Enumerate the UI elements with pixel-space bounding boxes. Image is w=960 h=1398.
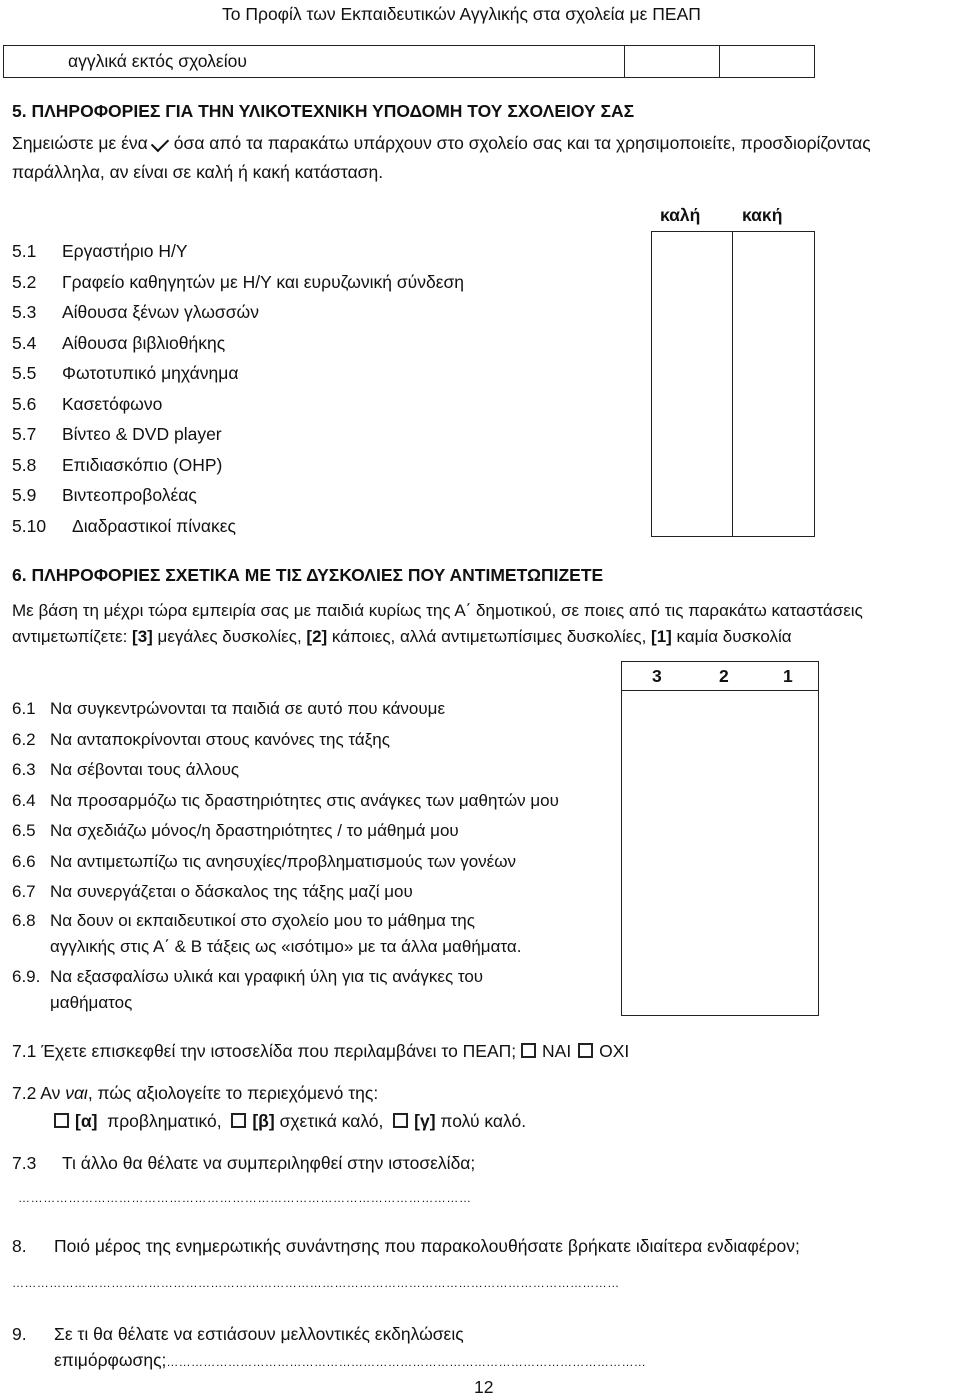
checkbox-option-b[interactable] (231, 1113, 246, 1128)
section6-intro-line2: αντιμετωπίζετε: [3] μεγάλες δυσκολίες, [2] κάποιες, αλλά αντιμετωπίσιμες δυσκολίες, [1] καμία δυσκολία (12, 627, 792, 646)
checkbox-yes[interactable] (521, 1043, 536, 1058)
list-item: 5.5 Φωτοτυπικό μηχάνημα (12, 363, 239, 383)
list-item: 5.1 Εργαστήριο Η/Υ (12, 241, 188, 261)
table5-divider (732, 231, 733, 537)
checkbox-option-a[interactable] (54, 1113, 69, 1128)
section5-intro: Σημειώστε με ένα όσα από τα παρακάτω υπάρχουν στο σχολείο σας και τα χρησιμοποιείτε, προσδιορίζοντας (12, 133, 871, 153)
checkbox-option-c[interactable] (393, 1113, 408, 1128)
answer-line-9[interactable]: ……………………………………………………………………………………………………… (166, 1355, 647, 1369)
question-7-1: 7.1 Έχετε επισκεφθεί την ιστοσελίδα που περιλαμβάνει το ΠΕΑΠ; ΝΑΙ ΟΧΙ (12, 1041, 630, 1061)
question-7-3: 7.3 Τι άλλο θα θέλατε να συμπεριληφθεί στην ιστοσελίδα; (12, 1153, 476, 1173)
list-item: 6.7 Να συνεργάζεται ο δάσκαλος της τάξης μαζί μου (12, 882, 413, 901)
answer-line-7-3[interactable]: ……………………………………………………………………………………………… (18, 1191, 472, 1205)
list-item: 5.3 Αίθουσα ξένων γλωσσών (12, 302, 259, 322)
answer-line-8[interactable]: ………………………………………………………………………………………………………………………………… (12, 1276, 620, 1290)
table5-col-bad: κακή (742, 205, 783, 225)
section6-list (12, 694, 559, 908)
list-item: 5.9 Βιντεοπροβολέας (12, 485, 197, 505)
question-9-line2: επιμόρφωσης;……………………………………………………………………………………………………… (54, 1350, 647, 1370)
list-item: 6.2 Να ανταποκρίνονται στους κανόνες της τάξης (12, 729, 390, 749)
list-item: 5.8 Επιδιασκόπιο (OHP) (12, 454, 223, 475)
list-item: 5.10 Διαδραστικοί πίνακες (12, 515, 236, 536)
list-item: 6.3 Να σέβονται τους άλλους (12, 760, 240, 779)
running-header: Το Προφίλ των Εκπαιδευτικών Αγγλικής στα σχολεία με ΠΕΑΠ (222, 4, 701, 24)
section6-title: 6. ΠΛΗΡΟΦΟΡΙΕΣ ΣΧΕΤΙΚΑ ΜΕ ΤΙΣ ΔΥΣΚΟΛΙΕΣ ΠΟΥ ΑΝΤΙΜΕΤΩΠΙΖΕΤΕ (12, 565, 604, 585)
list-item: 6.6 Να αντιμετωπίζω τις ανησυχίες/προβληματισμούς των γονέων (12, 851, 516, 871)
table5-grid (651, 231, 815, 537)
question-8: 8. Ποιό μέρος της ενημερωτικής συνάντησης που παρακολουθήσατε βρήκατε ιδιαίτερα ενδιαφέρον; (12, 1236, 800, 1256)
list-item: 6.5 Να σχεδιάζω μόνος/η δραστηριότητες / το μάθημά μου (12, 821, 459, 840)
table6-col-3: 3 (652, 666, 662, 686)
section5-intro-line2: παράλληλα, αν είναι σε καλή ή κακή κατάσταση. (12, 162, 384, 182)
checkmark-icon (151, 134, 169, 152)
checkbox-no[interactable] (578, 1043, 593, 1058)
list-item: 6.9. Να εξασφαλίσω υλικά και γραφική ύλη για τις ανάγκες του μαθήματος (12, 967, 484, 1012)
section5-title: 5. ΠΛΗΡΟΦΟΡΙΕΣ ΓΙΑ ΤΗΝ ΥΛΙΚΟΤΕΧΝΙΚΗ ΥΠΟΔΟΜΗ ΤΟΥ ΣΧΟΛΕΙΟΥ ΣΑΣ (12, 101, 635, 121)
section6-intro-line1: Με βάση τη μέχρι τώρα εμπειρία σας με παιδιά κυρίως της Α΄ δημοτικού, σε ποιες από τις παρακάτω καταστάσεις (12, 601, 863, 620)
question-7-2-options: [α] προβληματικό, [β] σχετικά καλό, [γ] πολύ καλό. (54, 1111, 526, 1131)
list-item: 6.1 Να συγκεντρώνονται τα παιδιά σε αυτό που κάνουμε (12, 699, 446, 718)
question-9: 9. Σε τι θα θέλατε να εστιάσουν μελλοντικές εκδηλώσεις (12, 1324, 464, 1344)
table6-grid (621, 690, 819, 1016)
top-row-label: αγγλικά εκτός σχολείου (68, 51, 247, 71)
table5-col-good: καλή (660, 205, 701, 225)
list-item: 6.8 Να δουν οι εκπαιδευτικοί στο σχολείο μου το μάθημα της αγγλικής στις Α΄ & Β τάξεις ως «ισότιμο» με τα άλλα μαθήματα. (12, 911, 522, 956)
page-number: 12 (474, 1377, 494, 1397)
list-item: 5.2 Γραφείο καθηγητών με Η/Υ και ευρυζωνική σύνδεση (12, 271, 465, 292)
question-7-2: 7.2 Αν ναι, πώς αξιολογείτε το περιεχόμενό της: (12, 1083, 379, 1103)
list-item: 5.6 Κασετόφωνο (12, 393, 163, 414)
list-item: 5.7 Βίντεο & DVD player (12, 424, 222, 444)
table6-col-2: 2 (719, 666, 729, 686)
section5-list (12, 236, 464, 541)
list-item: 5.4 Αίθουσα βιβλιοθήκης (12, 332, 226, 353)
top-row-cell-good[interactable] (624, 45, 720, 78)
top-row-cell-bad[interactable] (719, 45, 815, 78)
list-item: 6.4 Να προσαρμόζω τις δραστηριότητες στις ανάγκες των μαθητών μου (12, 790, 559, 810)
table6-col-1: 1 (783, 666, 793, 686)
